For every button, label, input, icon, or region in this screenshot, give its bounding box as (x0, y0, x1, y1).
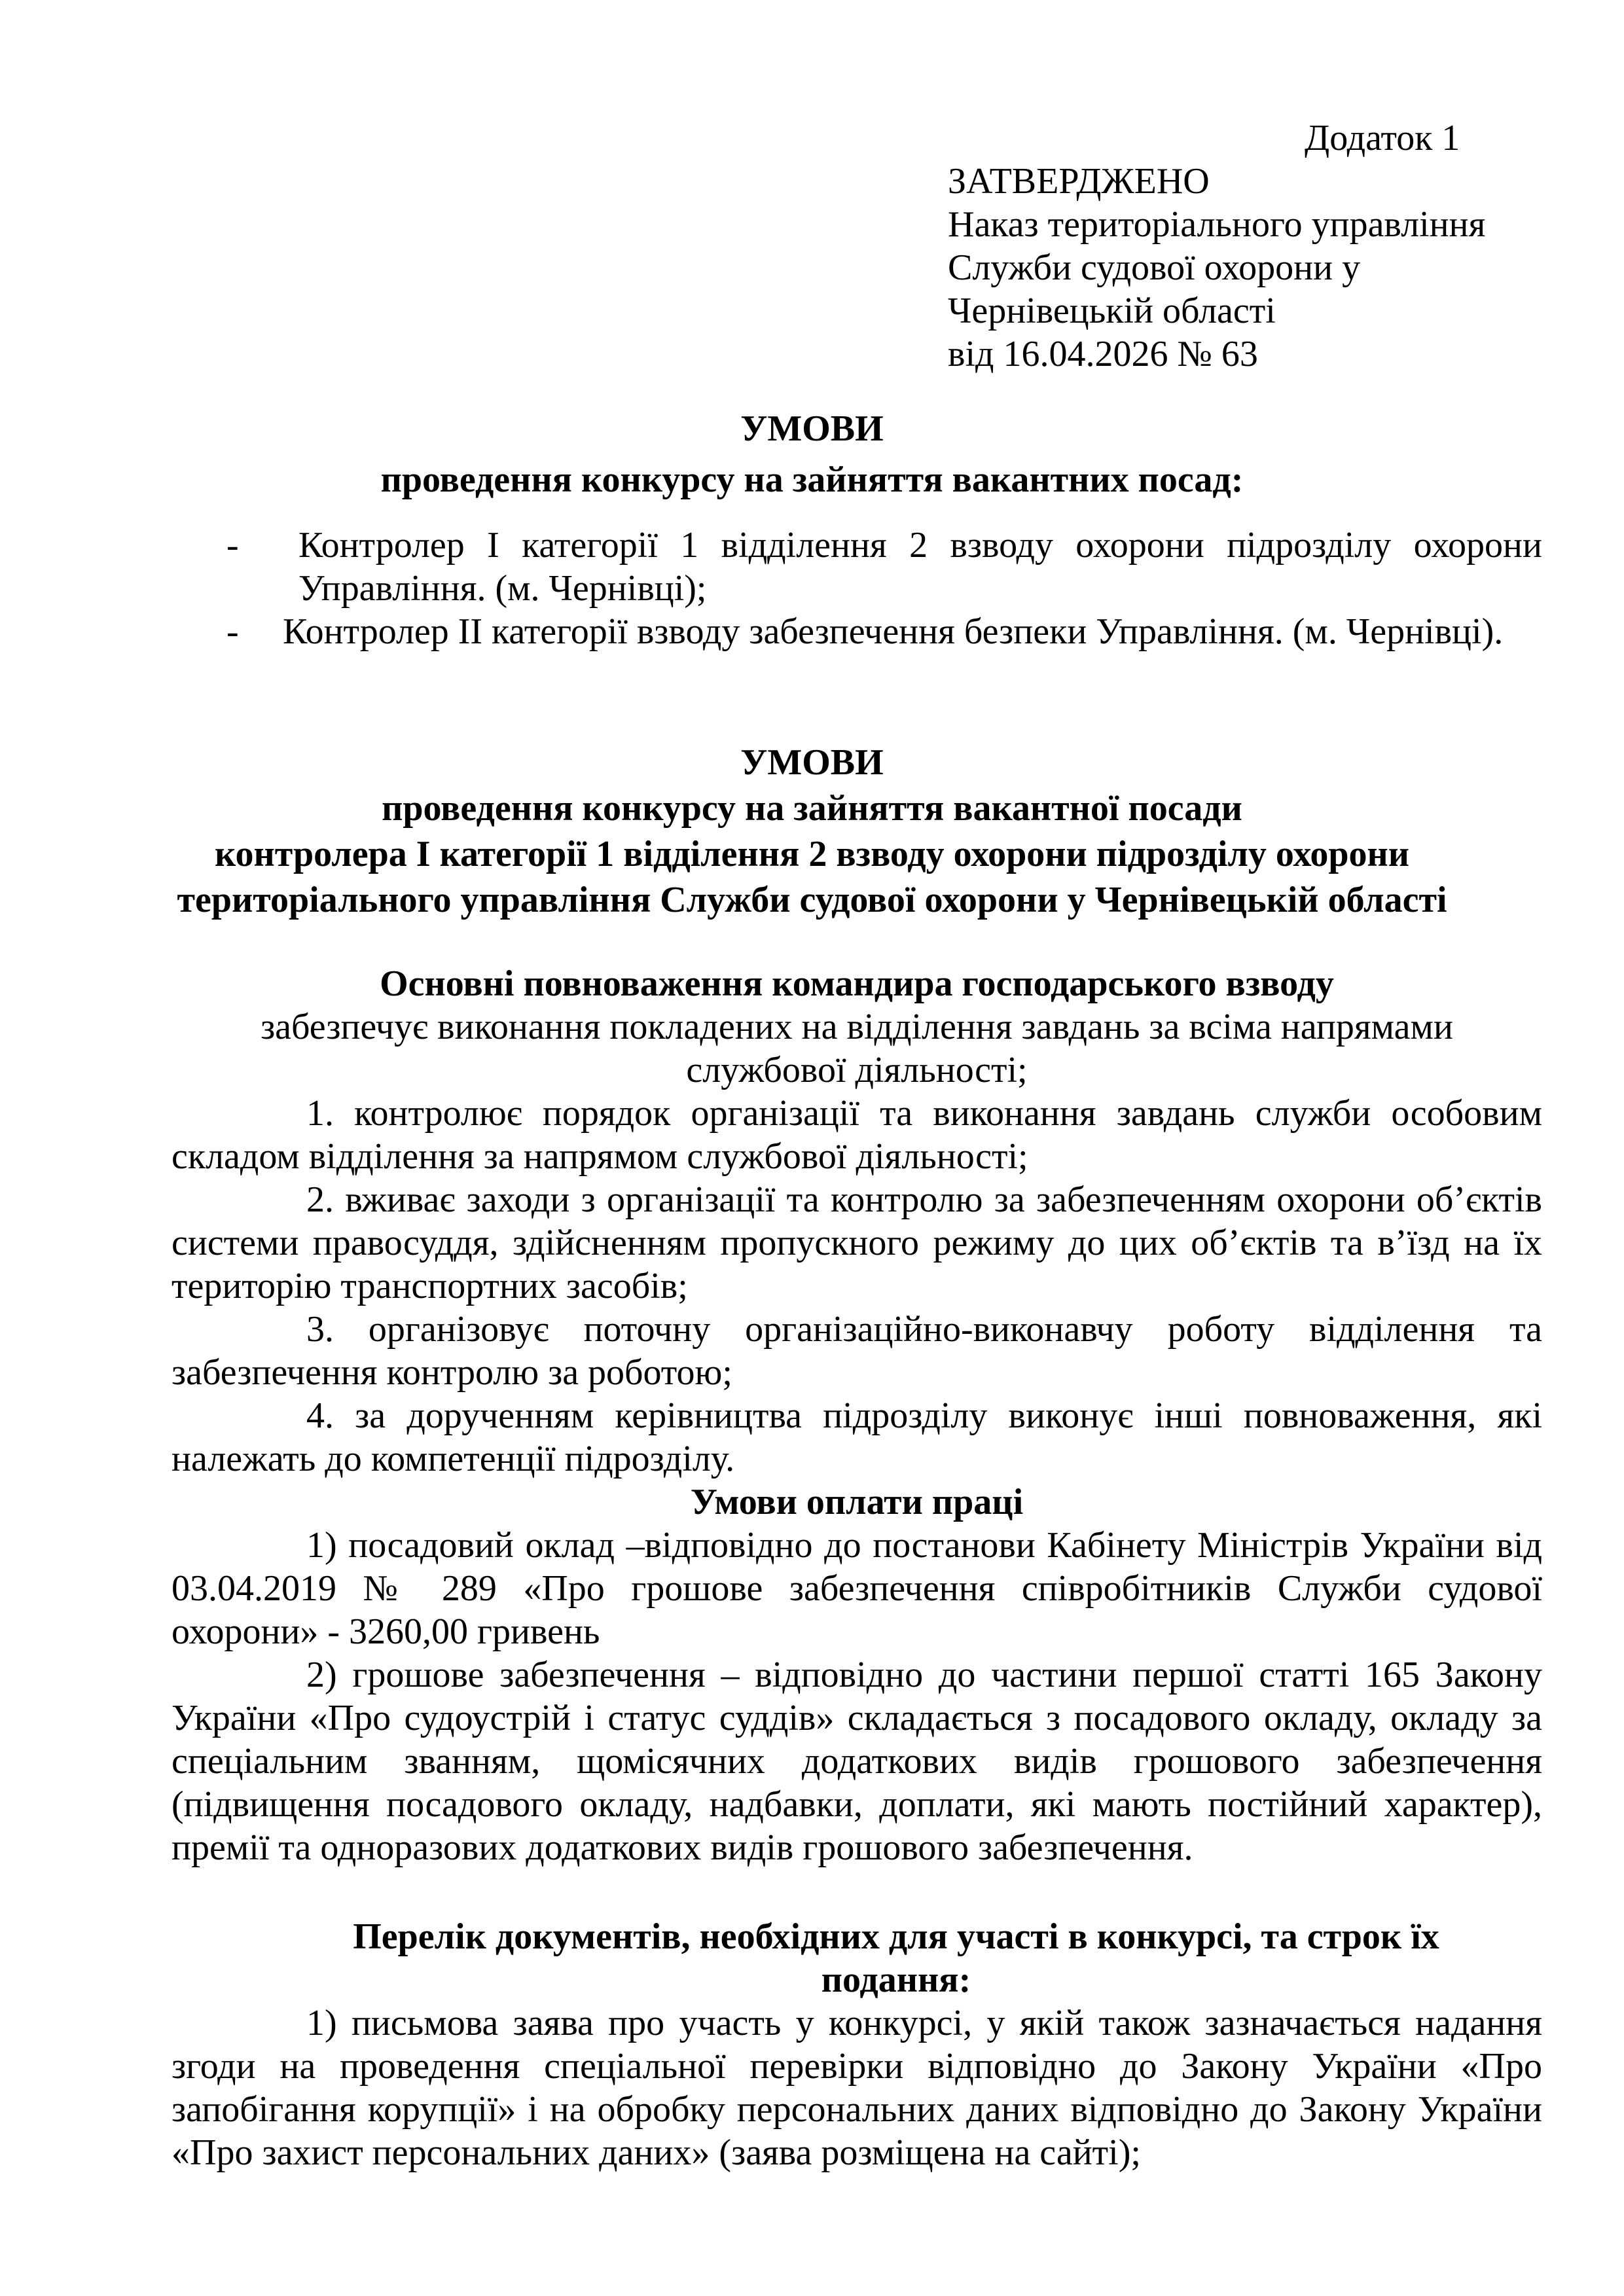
powers-item: 2. вживає заходи з організації та контролю за забезпеченням охорони об’єктів системи правосуддя, здійсненням пропускного режиму до цих об’єктів та в’їзд на їх територію транспортних засобів; (171, 1179, 1542, 1306)
main-body (171, 962, 1542, 2174)
documents-item: 1) письмова заява про участь у конкурсі, у якій також зазначається надання згоди на проведення спеціальної перевірки відповідно до Закону України «Про запобігання корупції» і на обробку персональних даних відповідно до Закону України «Про захист персональних даних» (заява розміщена на сайті); (171, 2003, 1542, 2173)
position-text: Контролер II категорії взводу забезпечення безпеки Управління. (м. Чернівці). (283, 611, 1504, 652)
documents-heading: Перелік документів, необхідних для участі в конкурсі, та строк їх подання: (353, 1916, 1439, 2000)
pay-heading: Умови оплати праці (690, 1482, 1024, 1522)
approval-order-date: від 16.04.2026 № 63 (948, 334, 1258, 374)
approval-block (948, 160, 1563, 376)
approved-label: ЗАТВЕРДЖЕНО (948, 161, 1210, 202)
powers-intro: забезпечує виконання покладених на відділення завдань за всіма напрямами службової діяльності; (261, 1007, 1453, 1090)
annex-label: Додаток 1 (1305, 118, 1460, 158)
powers-item: 3. організовує поточну організаційно-виконавчу роботу відділення та забезпечення контролю за роботою; (171, 1309, 1542, 1393)
list-item (226, 610, 1542, 653)
approval-order-line: Чернівецькій області (948, 291, 1276, 331)
list-dash: - (226, 525, 239, 565)
heading-line: проведення конкурсу на зайняття вакантної посади (382, 788, 1242, 829)
heading-conditions-position (0, 741, 1624, 924)
position-text: Контролер I категорії 1 відділення 2 взводу охорони підрозділу охорони Управління. (м. Чернівці); (298, 525, 1542, 609)
powers-heading: Основні повноваження командира господарського взводу (380, 963, 1334, 1004)
powers-item: 4. за дорученням керівництва підрозділу виконує інші повноваження, які належать до компетенції підрозділу. (171, 1395, 1542, 1479)
heading-conditions-title: УМОВИ (740, 408, 884, 449)
heading-line: контролера I категорії 1 відділення 2 взводу охорони підрозділу охорони (214, 834, 1410, 874)
heading-title: УМОВИ (740, 742, 884, 783)
list-dash: - (226, 611, 239, 652)
spacer (171, 1869, 1542, 1915)
heading-conditions-subtitle: проведення конкурсу на зайняття вакантних посад: (380, 459, 1244, 500)
positions-list (226, 524, 1542, 653)
list-item (226, 524, 1542, 610)
powers-item: 1. контролює порядок організації та виконання завдань служби особовим складом відділення за напрямом службової діяльності; (171, 1093, 1542, 1177)
pay-item: 2) грошове забезпечення – відповідно до частини першої статті 165 Закону України «Про судоустрій і статус суддів» складається з посадового окладу, окладу за спеціальним званням, щомісячних додаткових видів грошового забезпечення (підвищення посадового окладу, надбавки, доплати, які мають постійний характер), премії та одноразових додаткових видів грошового забезпечення. (171, 1655, 1542, 1868)
approval-order-line: Служби судової охорони у (948, 247, 1361, 288)
approval-order-line: Наказ територіального управління (948, 204, 1486, 245)
pay-item: 1) посадовий оклад –відповідно до постанови Кабінету Міністрів України від 03.04.2019 № 289 «Про грошове забезпечення співробітників Служби судової охорони» - 3260,00 гривень (171, 1525, 1542, 1652)
heading-line: територіального управління Служби судової охорони у Чернівецькій області (177, 880, 1447, 920)
